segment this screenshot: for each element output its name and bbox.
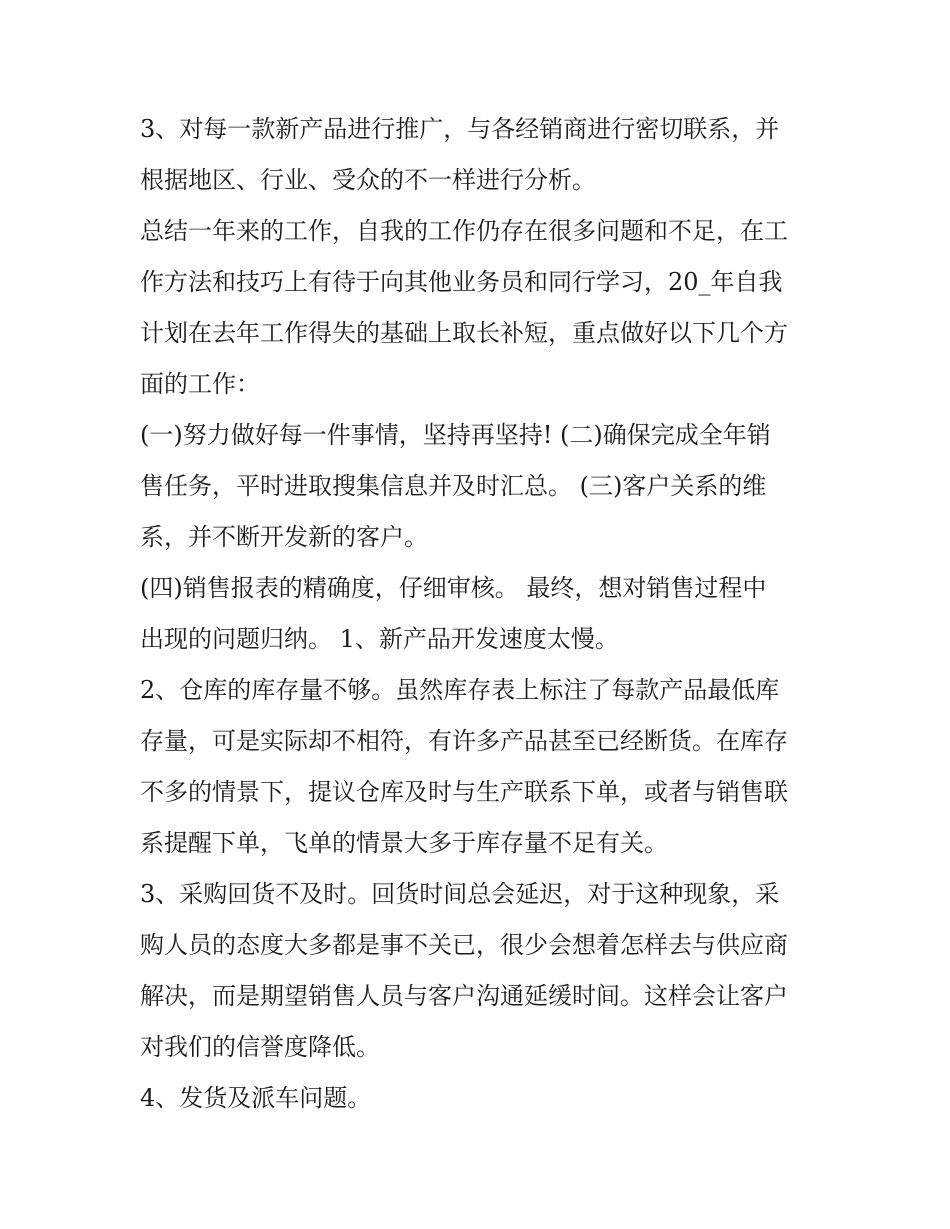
text-line: 计划在去年工作得失的基础上取长补短，重点做好以下几个方 <box>140 319 788 347</box>
text-line: 购人员的态度大多都是事不关已，很少会想着怎样去与供应商 <box>140 931 788 959</box>
text-line: 解决，而是期望销售人员与客户沟通延缓时间。这样会让客户 <box>140 982 788 1010</box>
text-line: 3、采购回货不及时。回货时间总会延迟，对于这种现象，采 <box>140 880 780 908</box>
text-line: 作方法和技巧上有待于向其他业务员和同行学习，20_年自我 <box>140 268 783 296</box>
text-line: 存量，可是实际却不相符，有许多产品甚至已经断货。在库存 <box>140 727 788 755</box>
text-line: (四)销售报表的精确度，仔细审核。 最终，想对销售过程中 <box>140 574 767 602</box>
text-line: 系提醒下单，飞单的情景大多于库存量不足有关。 <box>140 829 668 857</box>
text-line: 2、仓库的库存量不够。虽然库存表上标注了每款产品最低库 <box>140 676 780 704</box>
text-line: 面的工作： <box>140 370 260 398</box>
text-line: 3、对每一款新产品进行推广，与各经销商进行密切联系，并 <box>140 115 780 143</box>
text-line: 对我们的信誉度降低。 <box>140 1033 380 1061</box>
text-line: 系，并不断开发新的客户。 <box>140 523 428 551</box>
text-line: 售任务，平时进取搜集信息并及时汇总。 (三)客户关系的维 <box>140 472 767 500</box>
text-line: 根据地区、行业、受众的不一样进行分析。 <box>140 166 596 194</box>
text-line: 4、发货及派车问题。 <box>140 1084 372 1112</box>
document-body <box>140 104 820 1124</box>
text-line: (一)努力做好每一件事情，坚持再坚持! (二)确保完成全年销 <box>140 421 771 449</box>
text-line: 不多的情景下，提议仓库及时与生产联系下单，或者与销售联 <box>140 778 788 806</box>
text-line: 总结一年来的工作，自我的工作仍存在很多问题和不足，在工 <box>140 217 788 245</box>
text-line: 出现的问题归纳。 1、新产品开发速度太慢。 <box>140 625 619 653</box>
